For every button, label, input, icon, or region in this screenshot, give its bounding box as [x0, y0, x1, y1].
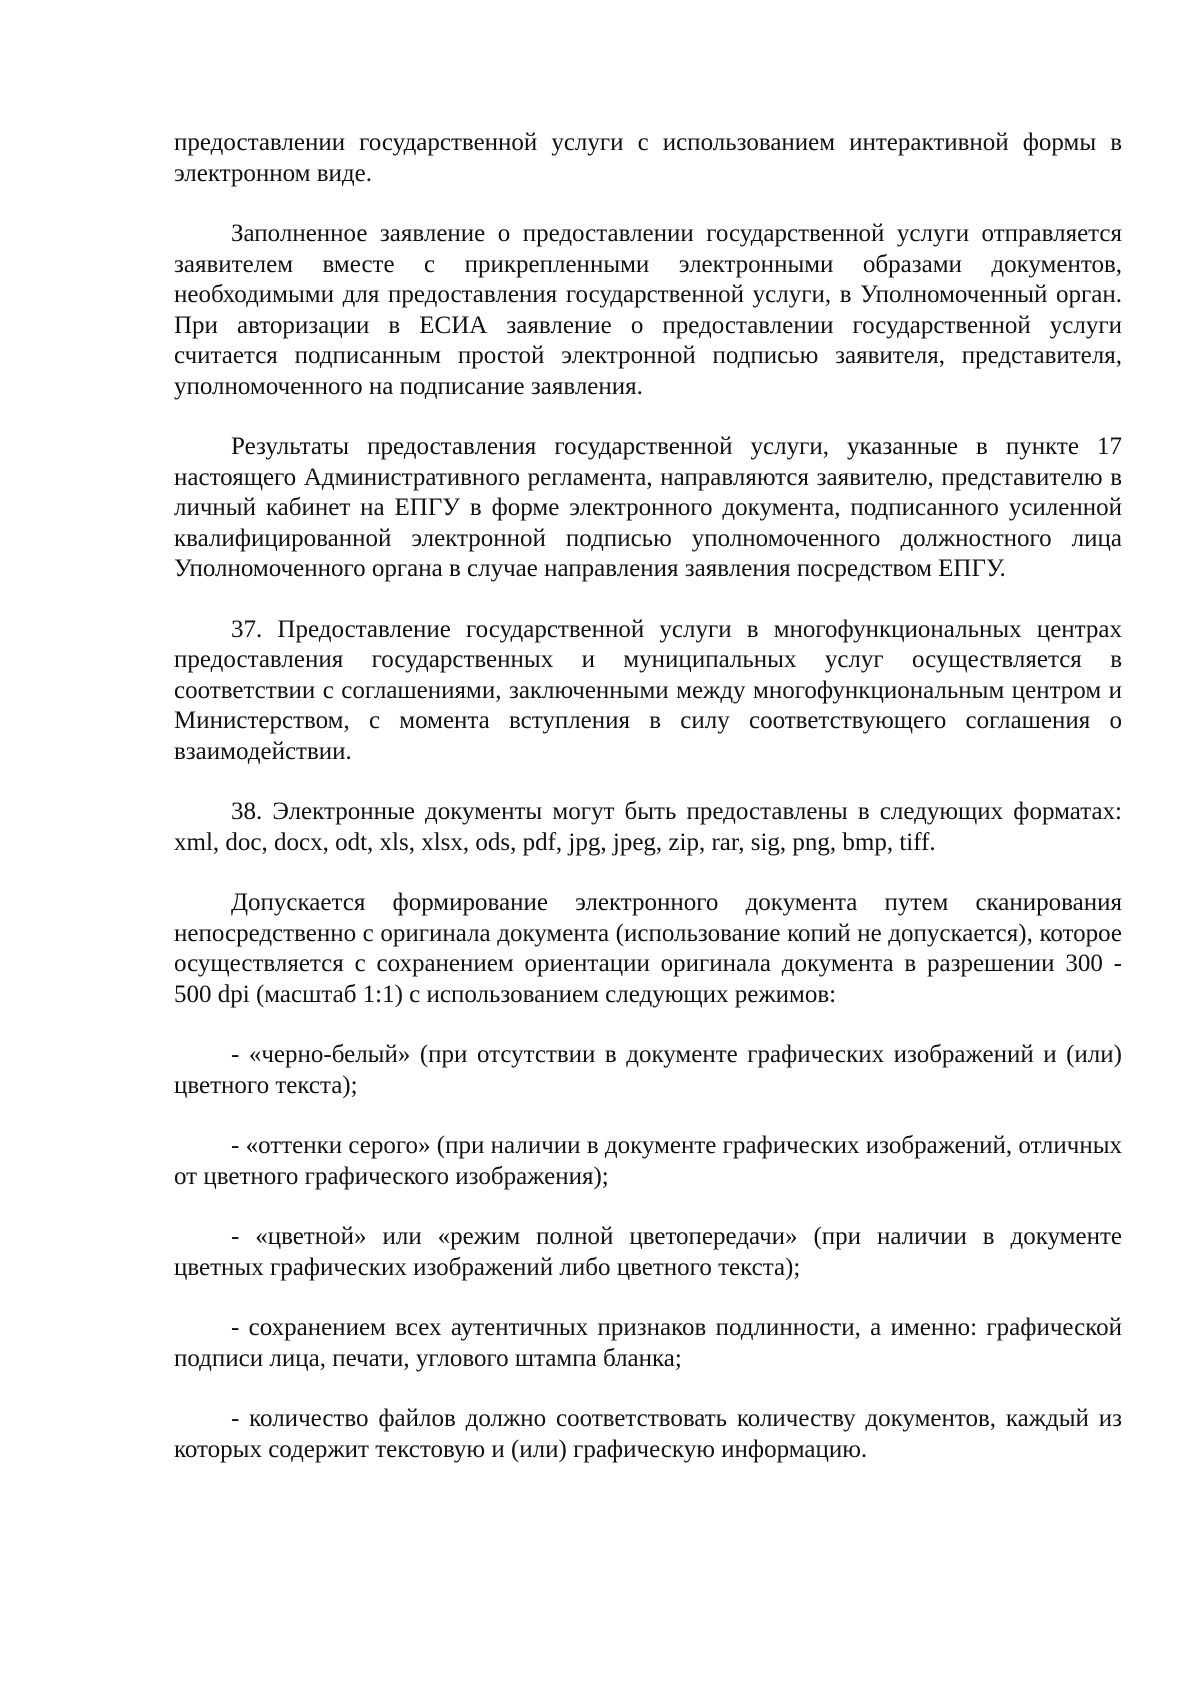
paragraph-scanning: Допускается формирование электронного документа путем сканирования непосредственно с оригинала документа (использование копий не допускается), которое осуществляется с сохранением ориентации оригинала документа в разрешении 300 - 500 dpi (масштаб 1:1) с использованием следующих режимов: [174, 889, 1122, 1008]
paragraph-mode-grayscale: - «оттенки серого» (при наличии в документе графических изображений, отличных от цветного графического изображения); [174, 1132, 1122, 1190]
paragraph-authentic-features: - сохранением всех аутентичных признаков подлинности, а именно: графической подписи лица, печати, углового штампа бланка; [174, 1314, 1122, 1372]
document-body [174, 128, 1122, 1495]
paragraph-results: Результаты предоставления государственной услуги, указанные в пункте 17 настоящего Административного регламента, направляются заявителю, представителю в личный кабинет на ЕПГУ в форме электронного документа, подписанного усиленной квалифицированной электронной подписью уполномоченного должностного лица Уполномоченного органа в случае направления заявления посредством ЕПГУ. [174, 433, 1122, 582]
paragraph-file-count: - количество файлов должно соответствовать количеству документов, каждый из которых содержит текстовую и (или) графическую информацию. [174, 1405, 1122, 1463]
paragraph-continuation: предоставлении государственной услуги с использованием интерактивной формы в электронном виде. [174, 129, 1122, 187]
paragraph-mode-black-white: - «черно-белый» (при отсутствии в документе графических изображений и (или) цветного текста); [174, 1041, 1122, 1099]
paragraph-filled-application: Заполненное заявление о предоставлении государственной услуги отправляется заявителем вместе с прикрепленными электронными образами документов, необходимыми для предоставления государственной услуги, в Уполномоченный орган. При авторизации в ЕСИА заявление о предоставлении государственной услуги считается подписанным простой электронной подписью заявителя, представителя, уполномоченного на подписание заявления. [174, 220, 1122, 400]
paragraph-item-38: 38. Электронные документы могут быть предоставлены в следующих форматах: xml, doc, docx, odt, xls, xlsx, ods, pdf, jpg, jpeg, zip, rar, sig, png, bmp, tiff. [174, 798, 1122, 856]
paragraph-item-37: 37. Предоставление государственной услуги в многофункциональных центрах предоставления государственных и муниципальных услуг осуществляется в соответствии с соглашениями, заключенными между многофункциональным центром и Министерством, с момента вступления в силу соответствующего соглашения о взаимодействии. [174, 615, 1122, 765]
paragraph-mode-color: - «цветной» или «режим полной цветопередачи» (при наличии в документе цветных графических изображений либо цветного текста); [174, 1223, 1122, 1281]
